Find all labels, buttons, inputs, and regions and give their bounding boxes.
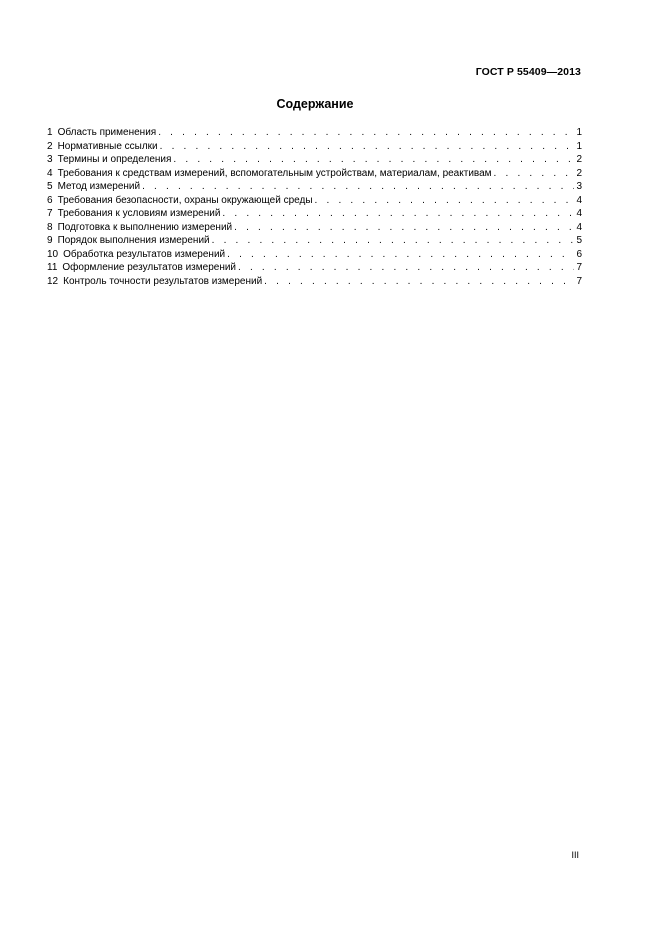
toc-entry-number: 7 — [47, 208, 53, 219]
toc-entry-page: 7 — [576, 275, 582, 287]
toc-entry-page: 1 — [576, 127, 582, 138]
toc-leader-dots — [173, 153, 574, 167]
toc-entry-title: Порядок выполнения измерений — [57, 235, 210, 246]
toc-entry-number: 8 — [47, 221, 53, 233]
table-of-contents — [47, 126, 582, 288]
toc-leader-dots — [158, 126, 574, 140]
toc-entry-number: 2 — [47, 140, 53, 152]
toc-entry-title: Метод измерений — [57, 181, 141, 192]
toc-entry-page: 2 — [576, 154, 582, 165]
toc-entry-number: 10 — [47, 248, 59, 260]
toc-entry-10[interactable] — [47, 248, 582, 262]
toc-entry-number: 11 — [47, 262, 58, 273]
toc-entry-12[interactable] — [47, 275, 582, 289]
page-number: III — [571, 850, 579, 860]
toc-entry-8[interactable] — [47, 221, 582, 235]
toc-leader-dots — [315, 194, 575, 208]
toc-entry-page: 4 — [576, 208, 582, 219]
toc-entry-title: Обработка результатов измерений — [63, 248, 226, 260]
toc-entry-title: Область применения — [57, 127, 157, 138]
toc-leader-dots — [238, 261, 574, 275]
toc-entry-6[interactable] — [47, 194, 582, 208]
toc-entry-title: Требования к средствам измерений, вспомогательным устройствам, материалам, реактивам — [57, 167, 492, 179]
toc-entry-2[interactable] — [47, 140, 582, 154]
toc-entry-title: Оформление результатов измерений — [62, 262, 237, 273]
toc-entry-page: 6 — [576, 248, 582, 260]
toc-entry-4[interactable] — [47, 167, 582, 181]
toc-leader-dots — [234, 221, 574, 235]
toc-entry-title: Нормативные ссылки — [57, 140, 158, 152]
toc-entry-page: 4 — [576, 194, 582, 206]
toc-title: Содержание — [276, 97, 354, 111]
toc-entry-5[interactable] — [47, 180, 582, 194]
toc-entry-11[interactable] — [47, 261, 582, 275]
toc-leader-dots — [222, 207, 574, 221]
toc-leader-dots — [142, 180, 574, 194]
toc-entry-page: 1 — [576, 140, 582, 152]
toc-entry-title: Термины и определения — [57, 154, 172, 165]
toc-leader-dots — [160, 140, 575, 154]
toc-entry-9[interactable] — [47, 234, 582, 248]
toc-entry-number: 9 — [47, 235, 53, 246]
toc-entry-title: Контроль точности результатов измерений — [63, 275, 263, 287]
toc-entry-page: 4 — [576, 221, 582, 233]
toc-entry-number: 12 — [47, 275, 59, 287]
toc-leader-dots — [227, 248, 574, 262]
toc-leader-dots — [494, 167, 575, 181]
toc-entry-number: 4 — [47, 167, 53, 179]
toc-entry-number: 6 — [47, 194, 53, 206]
toc-entry-number: 3 — [47, 154, 53, 165]
toc-entry-title: Требования к условиям измерений — [57, 208, 221, 219]
toc-entry-7[interactable] — [47, 207, 582, 221]
toc-leader-dots — [212, 234, 575, 248]
toc-leader-dots — [264, 275, 574, 289]
toc-entry-page: 2 — [576, 167, 582, 179]
toc-entry-number: 1 — [47, 127, 53, 138]
toc-entry-number: 5 — [47, 181, 53, 192]
toc-entry-page: 5 — [576, 235, 582, 246]
toc-entry-3[interactable] — [47, 153, 582, 167]
toc-entry-page: 3 — [576, 181, 582, 192]
toc-entry-1[interactable] — [47, 126, 582, 140]
toc-entry-page: 7 — [576, 262, 582, 273]
toc-entry-title: Подготовка к выполнению измерений — [57, 221, 233, 233]
document-id: ГОСТ Р 55409—2013 — [475, 66, 581, 78]
toc-entry-title: Требования безопасности, охраны окружающей среды — [57, 194, 313, 206]
